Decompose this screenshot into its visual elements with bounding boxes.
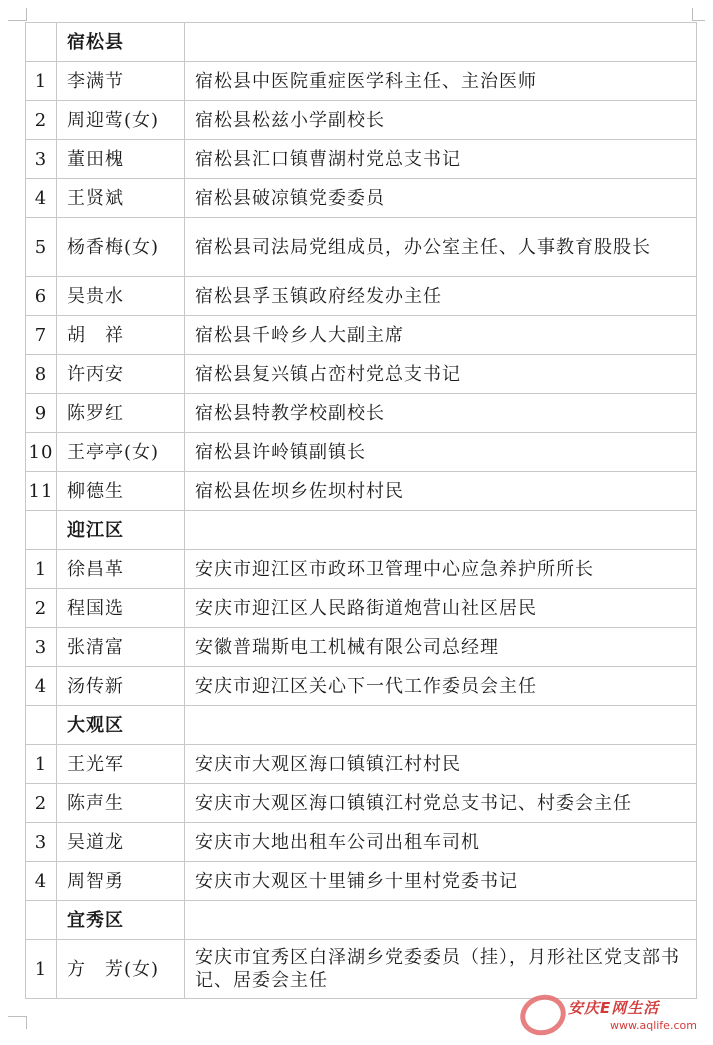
person-position: 宿松县孚玉镇政府经发办主任 [185,277,697,316]
row-number: 3 [26,823,57,862]
row-number: 9 [26,394,57,433]
table-row [26,667,697,706]
person-name: 王光军 [57,745,185,784]
section-number-cell [26,901,57,940]
row-number: 11 [26,472,57,511]
row-number: 1 [26,550,57,589]
section-district-name: 宿松县 [57,23,185,62]
table-row [26,179,697,218]
crop-mark-top-left [8,8,27,21]
section-header-row [26,706,697,745]
table-row [26,589,697,628]
row-number: 4 [26,179,57,218]
site-watermark [520,995,710,1040]
person-name: 周智勇 [57,862,185,901]
table-row [26,433,697,472]
row-number: 1 [26,745,57,784]
table-row [26,140,697,179]
person-position: 安庆市大观区海口镇镇江村村民 [185,745,697,784]
person-position: 宿松县中医院重症医学科主任、主治医师 [185,62,697,101]
person-name: 胡 祥 [57,316,185,355]
person-position: 宿松县特教学校副校长 [185,394,697,433]
person-name: 周迎莺(女) [57,101,185,140]
person-position: 宿松县千岭乡人大副主席 [185,316,697,355]
person-position: 宿松县破凉镇党委委员 [185,179,697,218]
table-row [26,862,697,901]
crop-mark-top-right [692,8,705,21]
table-row [26,784,697,823]
watermark-url: www.aqlife.com [610,1019,697,1032]
section-district-name: 迎江区 [57,511,185,550]
person-position: 宿松县司法局党组成员，办公室主任、人事教育股股长 [185,218,697,277]
row-number: 8 [26,355,57,394]
person-position: 宿松县复兴镇占峦村党总支书记 [185,355,697,394]
person-position: 宿松县汇口镇曹湖村党总支书记 [185,140,697,179]
section-header-row [26,901,697,940]
row-number: 6 [26,277,57,316]
section-title-cell [185,23,697,62]
section-district-name: 宜秀区 [57,901,185,940]
row-number: 2 [26,101,57,140]
section-title-cell [185,901,697,940]
person-position: 安庆市大观区海口镇镇江村党总支书记、村委会主任 [185,784,697,823]
table-row [26,101,697,140]
person-name: 柳德生 [57,472,185,511]
person-position: 安庆市迎江区人民路街道炮营山社区居民 [185,589,697,628]
person-name: 吴道龙 [57,823,185,862]
person-name: 程国选 [57,589,185,628]
person-position: 安庆市大地出租车公司出租车司机 [185,823,697,862]
row-number: 1 [26,62,57,101]
person-name: 杨香梅(女) [57,218,185,277]
person-name: 许丙安 [57,355,185,394]
person-name: 徐昌革 [57,550,185,589]
person-position: 安庆市迎江区关心下一代工作委员会主任 [185,667,697,706]
crop-mark-bottom-left [8,1016,27,1029]
row-number: 3 [26,628,57,667]
e-logo-icon [515,989,571,1041]
section-number-cell [26,706,57,745]
section-district-name: 大观区 [57,706,185,745]
section-number-cell [26,23,57,62]
table-row [26,550,697,589]
table-row [26,316,697,355]
person-name: 董田槐 [57,140,185,179]
table-row [26,394,697,433]
row-number: 5 [26,218,57,277]
table-row [26,940,697,999]
person-name: 李满节 [57,62,185,101]
row-number: 4 [26,862,57,901]
person-name: 汤传新 [57,667,185,706]
table-row [26,277,697,316]
person-position: 安庆市宜秀区白泽湖乡党委委员（挂），月形社区党支部书记、居委会主任 [185,940,697,999]
person-name: 王贤斌 [57,179,185,218]
person-name: 方 芳(女) [57,940,185,999]
row-number: 2 [26,589,57,628]
row-number: 3 [26,140,57,179]
table-row [26,823,697,862]
section-title-cell [185,511,697,550]
table-row [26,745,697,784]
person-position: 宿松县松兹小学副校长 [185,101,697,140]
row-number: 1 [26,940,57,999]
table-row [26,218,697,277]
roster-table-body [26,23,697,999]
roster-table [25,22,697,999]
table-row [26,355,697,394]
person-position: 安庆市迎江区市政环卫管理中心应急养护所所长 [185,550,697,589]
row-number: 2 [26,784,57,823]
person-name: 王亭亭(女) [57,433,185,472]
table-row [26,628,697,667]
section-header-row [26,23,697,62]
section-title-cell [185,706,697,745]
watermark-title: 安庆E网生活 [568,999,660,1017]
row-number: 4 [26,667,57,706]
person-name: 张清富 [57,628,185,667]
person-position: 宿松县许岭镇副镇长 [185,433,697,472]
table-row [26,62,697,101]
row-number: 7 [26,316,57,355]
table-row [26,472,697,511]
person-position: 安庆市大观区十里铺乡十里村党委书记 [185,862,697,901]
section-header-row [26,511,697,550]
person-position: 宿松县佐坝乡佐坝村村民 [185,472,697,511]
person-name: 陈声生 [57,784,185,823]
person-name: 陈罗红 [57,394,185,433]
person-name: 吴贵水 [57,277,185,316]
row-number: 10 [26,433,57,472]
section-number-cell [26,511,57,550]
person-position: 安徽普瑞斯电工机械有限公司总经理 [185,628,697,667]
